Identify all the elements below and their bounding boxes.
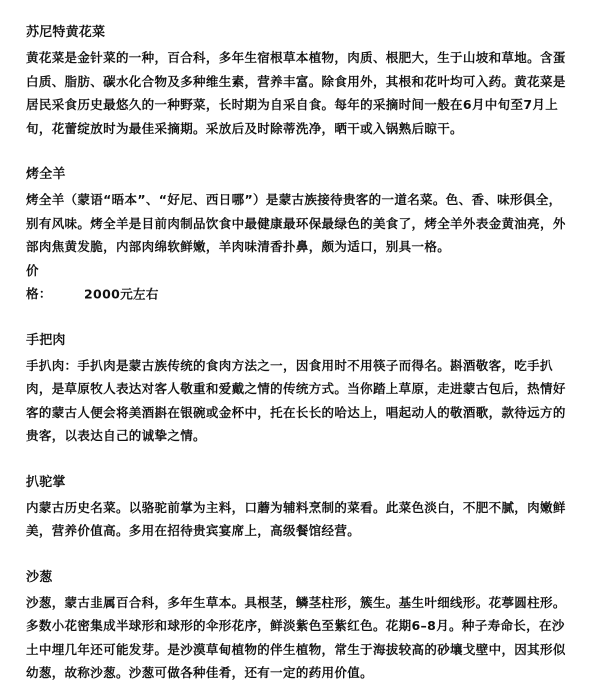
section-title: 沙葱 — [26, 569, 53, 585]
section-hand-held-mutton — [26, 330, 574, 448]
section-braised-camel-paw — [26, 472, 574, 543]
price-label: 价 格： — [26, 262, 65, 301]
section-body: 沙葱，蒙古韭属百合科，多年生草本。具根茎，鳞茎柱形，簇生。基生叶细线形。花葶圆柱形。多数小花密集成半球形和球形的伞形花序，鲜淡紫色至紫红色。花期6–8月。种子寿命长，在沙土中埋几年还可能发芽。是沙漠草甸植物的伴生植物，常生于海拔较高的砂壤戈壁中，因其形似幼葱，故称沙葱。沙葱可做各种佳肴，还有一定的药用价值。 — [26, 594, 566, 680]
section-title: 扒驼掌 — [26, 474, 66, 490]
section-body: 黄花菜是金针菜的一种，百合科，多年生宿根草本植物，肉质、根肥大，生于山坡和草地。含蛋白质、脂肪、碳水化合物及多种维生素，营养丰富。除食用外，其根和花叶均可入药。黄花菜是居民采食历史最悠久的一种野菜，长时期为自采自食。每年的采摘时间一般在6月中旬至7月上旬，花蕾绽放时为最佳采摘期。采放后及时除蒂洗净，晒干或入锅熟后晾干。 — [26, 50, 566, 136]
section-roast-whole-lamb — [26, 164, 574, 306]
section-body: 烤全羊（蒙语“晤本”、“好尼、西日哪”）是蒙古族接待贵客的一道名菜。色、香、味形俱全，别有风味。烤全羊是目前肉制品饮食中最健康最环保最绿色的美食了，烤全羊外表金黄油亮，外部肉焦黄发脆，内部肉绵软鲜嫩，羊肉味清香扑鼻，颇为适口，别具一格。 — [26, 192, 566, 254]
price-line — [26, 259, 574, 306]
section-sunite-daylily — [26, 22, 574, 140]
section-body: 内蒙古历史名菜。以骆驼前掌为主料，口蘑为辅料烹制的菜看。此菜色淡白，不肥不腻，肉嫩鲜美，营养价值高。多用在招待贵宾宴席上，高级餐馆经营。 — [26, 499, 566, 538]
section-title: 手把肉 — [26, 332, 66, 348]
section-body: 手扒肉：手扒肉是蒙古族传统的食肉方法之一，因食用时不用筷子而得名。斟酒敬客，吃手扒肉，是草原牧人表达对客人敬重和爱戴之情的传统方式。当你踏上草原，走进蒙古包后，热情好客的蒙古人便会将美酒斟在银碗或金杯中，托在长长的哈达上，唱起动人的敬酒歌，款待远方的贵客，以表达自己的诚挚之情。 — [26, 357, 566, 443]
section-title: 苏尼特黄花菜 — [26, 25, 106, 40]
section-title: 烤全羊 — [26, 167, 66, 182]
price-value: 2000元左右 — [84, 286, 159, 301]
section-sand-onion — [26, 567, 574, 685]
